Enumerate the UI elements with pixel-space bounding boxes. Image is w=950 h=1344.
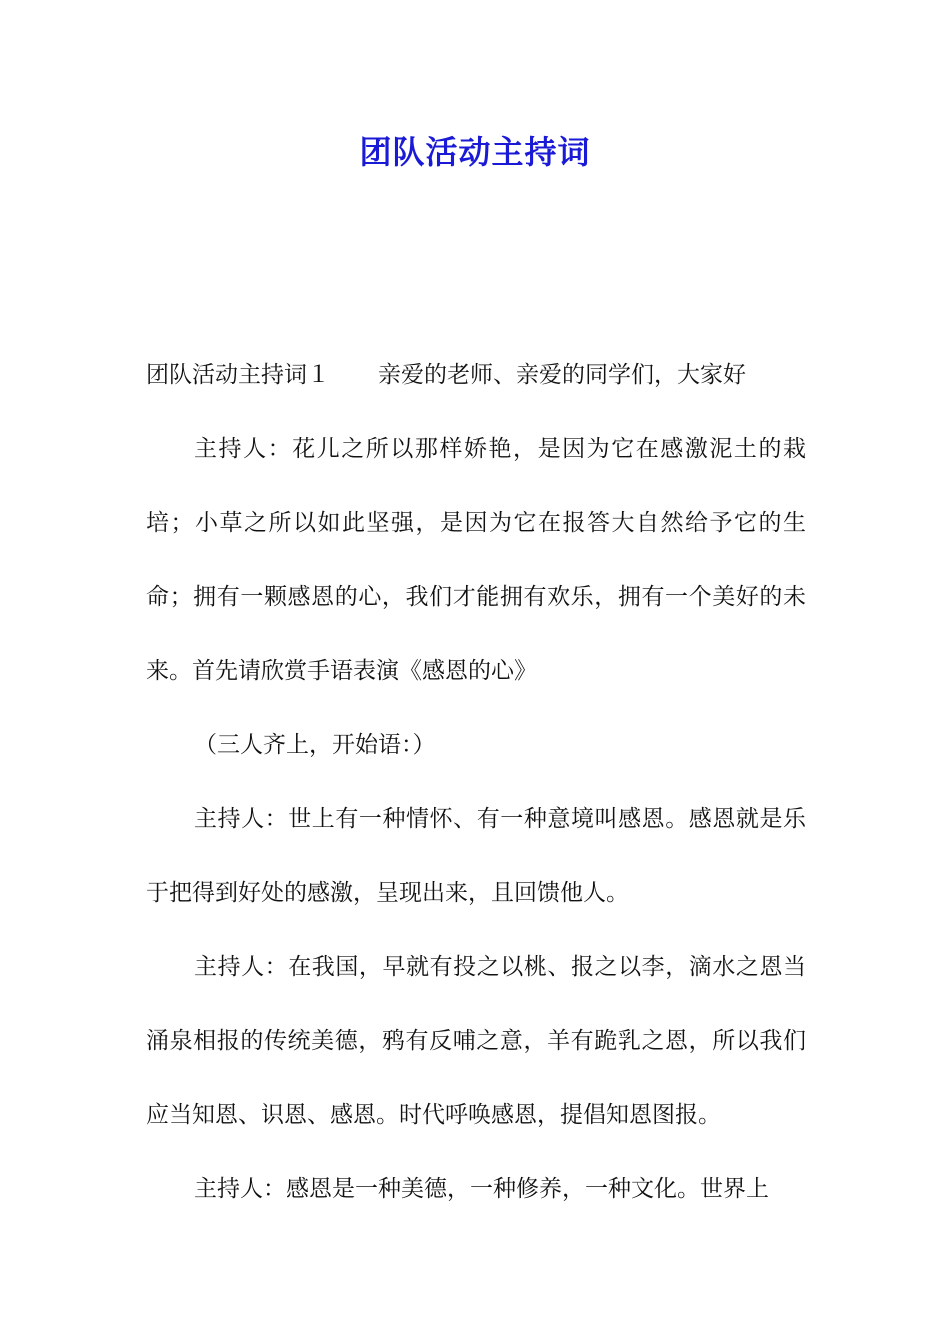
- paragraph-5: 主持人：感恩是一种美德，一种修养，一种文化。世界上: [194, 1176, 769, 1202]
- paragraph-3: 主持人：世上有一种情怀、有一种意境叫感恩。感恩就是乐于把得到好处的感激，呈现出来，且回馈他人。: [146, 806, 806, 906]
- paragraph-1: 主持人：花儿之所以那样娇艳，是因为它在感激泥土的栽培；小草之所以如此坚强，是因为它在报答大自然给予它的生命；拥有一颗感恩的心，我们才能拥有欢乐，拥有一个美好的未来。首先请欣赏手语表演《感恩的心》: [146, 436, 806, 684]
- section-heading: 团队活动主持词１: [146, 362, 330, 388]
- document-title: 团队活动主持词: [359, 133, 591, 171]
- paragraph-2: （三人齐上，开始语：）: [194, 732, 436, 758]
- document-body: [146, 338, 806, 1226]
- paragraph-4: 主持人：在我国，早就有投之以桃、报之以李，滴水之恩当涌泉相报的传统美德，鸦有反哺之意，羊有跪乳之恩，所以我们应当知恩、识恩、感恩。时代呼唤感恩，提倡知恩图报。: [146, 954, 806, 1128]
- greeting-text: 亲爱的老师、亲爱的同学们，大家好: [378, 362, 746, 388]
- opening-line: [146, 338, 806, 412]
